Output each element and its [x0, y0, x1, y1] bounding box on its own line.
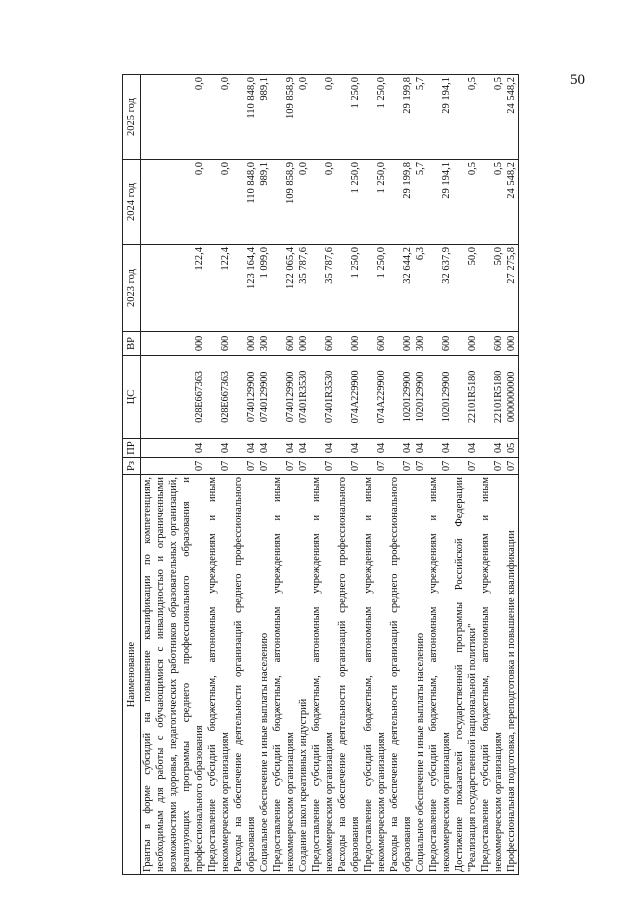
- row-2023: 122,4: [141, 245, 207, 332]
- row-2024: 0,5: [479, 160, 505, 245]
- row-rz: 07: [505, 458, 519, 475]
- row-2024: 0,0: [310, 160, 336, 245]
- row-cs: 028E667363: [141, 356, 207, 439]
- row-pr: 04: [271, 439, 297, 458]
- rotated-table-container: [122, 75, 601, 875]
- row-2025: 110 848,0: [232, 75, 258, 160]
- row-2024: 989,1: [258, 160, 271, 245]
- row-cs: 22101R5180: [453, 356, 479, 439]
- row-pr: 04: [336, 439, 362, 458]
- page-number: 50: [570, 72, 585, 88]
- row-pr: 04: [427, 439, 453, 458]
- row-2025: 109 858,9: [271, 75, 297, 160]
- row-2024: 1 250,0: [336, 160, 362, 245]
- row-vr: 300: [414, 332, 427, 356]
- row-name: Предоставление субсидий бюджетным, автономным учреждениям и иным некоммерческим организациям: [271, 475, 297, 875]
- row-name: Профессиональная подготовка, переподготовка и повышение квалификации: [505, 475, 519, 875]
- row-cs: 1020129900: [414, 356, 427, 439]
- row-vr: 000: [141, 332, 207, 356]
- row-cs: 0740129900: [258, 356, 271, 439]
- row-2025: 0,0: [206, 75, 232, 160]
- row-pr: 04: [414, 439, 427, 458]
- row-2025: 0,5: [453, 75, 479, 160]
- table-row: [232, 75, 258, 875]
- row-pr: 04: [453, 439, 479, 458]
- row-rz: 07: [414, 458, 427, 475]
- row-2025: 0,0: [141, 75, 207, 160]
- table-row: [427, 75, 453, 875]
- row-2024: 29 199,8: [388, 160, 414, 245]
- row-2024: 1 250,0: [362, 160, 388, 245]
- row-cs: 1020129900: [388, 356, 414, 439]
- row-2023: 32 644,2: [388, 245, 414, 332]
- row-name: Расходы на обеспечение деятельности организаций среднего профессионального образования: [336, 475, 362, 875]
- row-cs: 0740129900: [271, 356, 297, 439]
- row-pr: 04: [310, 439, 336, 458]
- row-vr: 000: [297, 332, 310, 356]
- header-cs: ЦС: [123, 356, 141, 439]
- table-row: [271, 75, 297, 875]
- table-row: [453, 75, 479, 875]
- row-rz: 07: [258, 458, 271, 475]
- table-row: [505, 75, 519, 875]
- header-2024: 2024 год: [123, 160, 141, 245]
- row-pr: 04: [258, 439, 271, 458]
- row-2023: 50,0: [453, 245, 479, 332]
- row-2024: 0,0: [206, 160, 232, 245]
- row-name: Предоставление субсидий бюджетным, автономным учреждениям и иным некоммерческим организациям: [206, 475, 232, 875]
- row-rz: 07: [388, 458, 414, 475]
- row-vr: 000: [505, 332, 519, 356]
- row-2024: 29 194,1: [427, 160, 453, 245]
- row-2023: 6,3: [414, 245, 427, 332]
- row-pr: 04: [479, 439, 505, 458]
- table-row: [336, 75, 362, 875]
- row-cs: 07401R3530: [310, 356, 336, 439]
- row-name: Создание школ креативных индустрий: [297, 475, 310, 875]
- row-vr: 000: [336, 332, 362, 356]
- row-cs: 22101R5180: [479, 356, 505, 439]
- header-2025: 2025 год: [123, 75, 141, 160]
- row-rz: 07: [479, 458, 505, 475]
- header-vr: ВР: [123, 332, 141, 356]
- row-cs: 074A229900: [336, 356, 362, 439]
- row-name: Предоставление субсидий бюджетным, автономным учреждениям и иным некоммерческим организациям: [479, 475, 505, 875]
- row-2024: 109 858,9: [271, 160, 297, 245]
- row-2023: 122,4: [206, 245, 232, 332]
- row-rz: 07: [336, 458, 362, 475]
- row-vr: 600: [271, 332, 297, 356]
- row-cs: 074A229900: [362, 356, 388, 439]
- row-2025: 29 199,8: [388, 75, 414, 160]
- row-2025: 24 548,2: [505, 75, 519, 160]
- row-2025: 0,5: [479, 75, 505, 160]
- table-row: [297, 75, 310, 875]
- row-pr: 04: [297, 439, 310, 458]
- budget-table: [122, 74, 519, 875]
- row-name: Достижение показателей государственной программы Российской Федерации "Реализация государственной национальной политики": [453, 475, 479, 875]
- table-row: [388, 75, 414, 875]
- row-pr: 04: [388, 439, 414, 458]
- row-vr: 600: [206, 332, 232, 356]
- row-2023: 1 250,0: [362, 245, 388, 332]
- row-2024: 0,5: [453, 160, 479, 245]
- row-rz: 07: [310, 458, 336, 475]
- row-vr: 000: [453, 332, 479, 356]
- row-2025: 1 250,0: [362, 75, 388, 160]
- row-2023: 1 099,0: [258, 245, 271, 332]
- row-cs: 0740129900: [232, 356, 258, 439]
- header-rz: Рз: [123, 458, 141, 475]
- row-vr: 000: [388, 332, 414, 356]
- row-name: Гранты в форме субсидий на повышение квалификации по компетенциям, необходимым для работы с обучающимися с инвалидностью и ограниченными возможностями здоровья, педагогических работников образовательных организаций, реализующих программы среднего профессионального образования и профессионального образования: [141, 475, 207, 875]
- row-2025: 0,0: [297, 75, 310, 160]
- row-pr: 05: [505, 439, 519, 458]
- row-2023: 50,0: [479, 245, 505, 332]
- header-row: [123, 75, 141, 875]
- header-name: Наименование: [123, 475, 141, 875]
- row-cs: 07401R3530: [297, 356, 310, 439]
- row-2023: 27 275,8: [505, 245, 519, 332]
- row-pr: 04: [232, 439, 258, 458]
- row-rz: 07: [206, 458, 232, 475]
- row-2024: 24 548,2: [505, 160, 519, 245]
- row-rz: 07: [427, 458, 453, 475]
- row-2025: 0,0: [310, 75, 336, 160]
- table-row: [258, 75, 271, 875]
- row-2024: 110 848,0: [232, 160, 258, 245]
- row-vr: 600: [427, 332, 453, 356]
- row-rz: 07: [297, 458, 310, 475]
- row-rz: 07: [232, 458, 258, 475]
- row-rz: 07: [362, 458, 388, 475]
- row-cs: 1020129900: [427, 356, 453, 439]
- row-2023: 123 164,4: [232, 245, 258, 332]
- row-2024: 5,7: [414, 160, 427, 245]
- row-cs: 028E667363: [206, 356, 232, 439]
- row-name: Предоставление субсидий бюджетным, автономным учреждениям и иным некоммерческим организациям: [310, 475, 336, 875]
- header-2023: 2023 год: [123, 245, 141, 332]
- row-2023: 35 787,6: [310, 245, 336, 332]
- row-name: Социальное обеспечение и иные выплаты населению: [258, 475, 271, 875]
- row-name: Расходы на обеспечение деятельности организаций среднего профессионального образования: [388, 475, 414, 875]
- row-2023: 32 637,9: [427, 245, 453, 332]
- table-row: [141, 75, 207, 875]
- row-name: Предоставление субсидий бюджетным, автономным учреждениям и иным некоммерческим организациям: [427, 475, 453, 875]
- row-pr: 04: [362, 439, 388, 458]
- row-2025: 989,1: [258, 75, 271, 160]
- row-vr: 600: [362, 332, 388, 356]
- row-2024: 0,0: [297, 160, 310, 245]
- row-2025: 29 194,1: [427, 75, 453, 160]
- row-cs: 0000000000: [505, 356, 519, 439]
- row-name: Социальное обеспечение и иные выплаты населению: [414, 475, 427, 875]
- table-row: [310, 75, 336, 875]
- row-name: Расходы на обеспечение деятельности организаций среднего профессионального образования: [232, 475, 258, 875]
- row-name: Предоставление субсидий бюджетным, автономным учреждениям и иным некоммерческим организациям: [362, 475, 388, 875]
- table-row: [362, 75, 388, 875]
- table-row: [479, 75, 505, 875]
- row-vr: 300: [258, 332, 271, 356]
- row-pr: 04: [141, 439, 207, 458]
- row-rz: 07: [271, 458, 297, 475]
- row-2023: 35 787,6: [297, 245, 310, 332]
- row-rz: 07: [453, 458, 479, 475]
- row-2023: 122 065,4: [271, 245, 297, 332]
- row-vr: 600: [310, 332, 336, 356]
- table-row: [206, 75, 232, 875]
- row-2025: 1 250,0: [336, 75, 362, 160]
- row-2023: 1 250,0: [336, 245, 362, 332]
- table-row: [414, 75, 427, 875]
- row-2025: 5,7: [414, 75, 427, 160]
- row-vr: 000: [232, 332, 258, 356]
- row-rz: 07: [141, 458, 207, 475]
- row-2024: 0,0: [141, 160, 207, 245]
- row-pr: 04: [206, 439, 232, 458]
- header-pr: ПР: [123, 439, 141, 458]
- row-vr: 600: [479, 332, 505, 356]
